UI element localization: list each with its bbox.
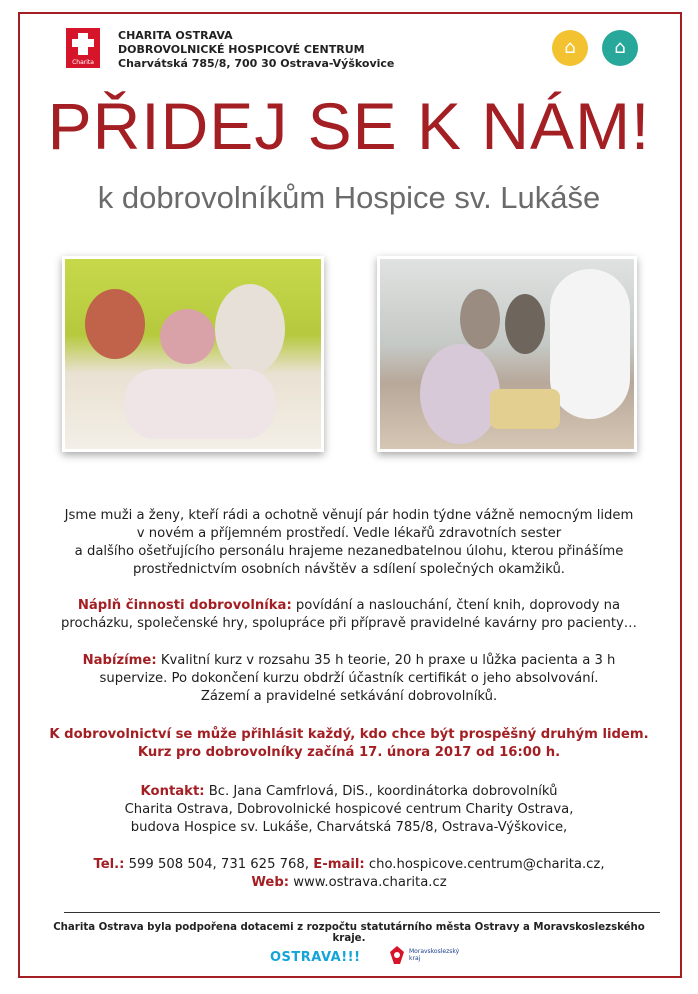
- callout-paragraph: [40, 726, 658, 762]
- support-note: Charita Ostrava byla podpořena dotacemi z rozpočtu statutárního města Ostravy a Moravskoslezského kraje.: [53, 922, 645, 944]
- intro-paragraph: [40, 507, 658, 579]
- kraj-logo: Moravskoslezský kraj: [409, 948, 460, 962]
- photo-volunteer-gift: [377, 256, 637, 452]
- logo-label: Charita: [72, 59, 94, 66]
- person-shape: [420, 344, 500, 444]
- napln-text-1: povídání a naslouchání, čtení knih, doprovody na: [291, 598, 621, 613]
- car-icon: ⌂: [564, 37, 576, 58]
- blanket-shape: [125, 369, 275, 439]
- person-shape: [505, 294, 545, 354]
- intro-line-2: v novém a příjemném prostředí. Vedle lékařů zdravotních sester: [136, 526, 562, 541]
- napln-label: Náplň činnosti dobrovolníka:: [77, 598, 292, 613]
- nabizime-text-1: Kvalitní kurz v rozsahu 35 h teorie, 20 h praxe u lůžka pacienta a 3 h: [156, 653, 616, 668]
- web-label: Web:: [251, 875, 290, 890]
- callout-line-1: K dobrovolnictví se může přihlásit každý, kdo chce být prospěšný druhým lidem.: [49, 727, 649, 742]
- napln-text-2: procházku, společenské hry, spolupráce při přípravě pravidelné kavárny pro pacienty…: [61, 616, 637, 631]
- phone-email-line: [40, 856, 658, 874]
- email-label: E-mail:: [313, 857, 365, 872]
- photo-volunteers-bedside: [62, 256, 324, 452]
- nabizime-line-1: [40, 652, 658, 670]
- person-shape: [215, 284, 285, 374]
- intro-line-4: prostřednictvím osobních návštěv a sdílení společných okamžiků.: [132, 562, 565, 577]
- nabizime-text-2: supervize. Po dokončení kurzu obdrží účastník certifikát o jeho absolvování.: [99, 671, 599, 686]
- email-link[interactable]: cho.hospicove.centrum@charita.cz,: [364, 857, 605, 872]
- web-line: [40, 874, 658, 892]
- org-line-1: CHARITA OSTRAVA: [118, 29, 233, 42]
- kontakt-line-1: [40, 783, 658, 801]
- nabizime-label: Nabízíme:: [82, 653, 157, 668]
- charita-logo: [66, 28, 100, 68]
- contact-details: [40, 856, 658, 892]
- organization-header: [118, 29, 394, 71]
- web-link[interactable]: www.ostrava.charita.cz: [289, 875, 447, 890]
- ostrava-logo: OSTRAVA!!!: [270, 950, 361, 965]
- kontakt-text-2: Charita Ostrava, Dobrovolnické hospicové centrum Charity Ostrava,: [124, 802, 574, 817]
- org-line-2: DOBROVOLNICKÉ HOSPICOVÉ CENTRUM: [118, 43, 365, 56]
- kontakt-text-3: budova Hospice sv. Lukáše, Charvátská 785/8, Ostrava-Výškovice,: [130, 820, 568, 835]
- napln-line-1: [40, 597, 658, 615]
- person-shape: [460, 289, 500, 349]
- intro-line-1: Jsme muži a ženy, kteří rádi a ochotně věnují pár hodin týdne vážně nemocným lidem: [64, 508, 634, 523]
- person-shape: [550, 269, 630, 419]
- footer-divider: [64, 912, 660, 913]
- nabizime-text-3: Zázemí a pravidelné setkávání dobrovolníků.: [200, 689, 498, 704]
- kontakt-paragraph: [40, 783, 658, 837]
- nabizime-paragraph: [40, 652, 658, 706]
- headline: PŘIDEJ SE K NÁM!: [47, 89, 651, 163]
- callout-line-2: Kurz pro dobrovolníky začíná 17. února 2017 od 16:00 h.: [137, 745, 561, 760]
- phone-label: Tel.:: [93, 857, 125, 872]
- person-shape: [160, 309, 215, 364]
- napln-paragraph: [40, 597, 658, 633]
- person-shape: [85, 289, 145, 359]
- cross-icon-bar: [72, 39, 94, 47]
- org-line-3: Charvátská 785/8, 700 30 Ostrava-Výškovice: [118, 57, 395, 70]
- gift-shape: [490, 389, 560, 429]
- cafe-badge-icon: [552, 30, 588, 66]
- hospice-badge-icon: [602, 30, 638, 66]
- kontakt-label: Kontakt:: [140, 784, 205, 799]
- intro-line-3: a dalšího ošetřujícího personálu hrajeme nezanedbatelnou úlohu, kterou přinášíme: [74, 544, 624, 559]
- kraj-logo-icon: [388, 944, 406, 966]
- phone-value: 599 508 504, 731 625 768,: [124, 857, 314, 872]
- house-icon: ⌂: [614, 37, 626, 58]
- kontakt-text-1: Bc. Jana Camfrlová, DiS., koordinátorka dobrovolníků: [204, 784, 558, 799]
- subheadline: k dobrovolníkům Hospice sv. Lukáše: [97, 180, 601, 215]
